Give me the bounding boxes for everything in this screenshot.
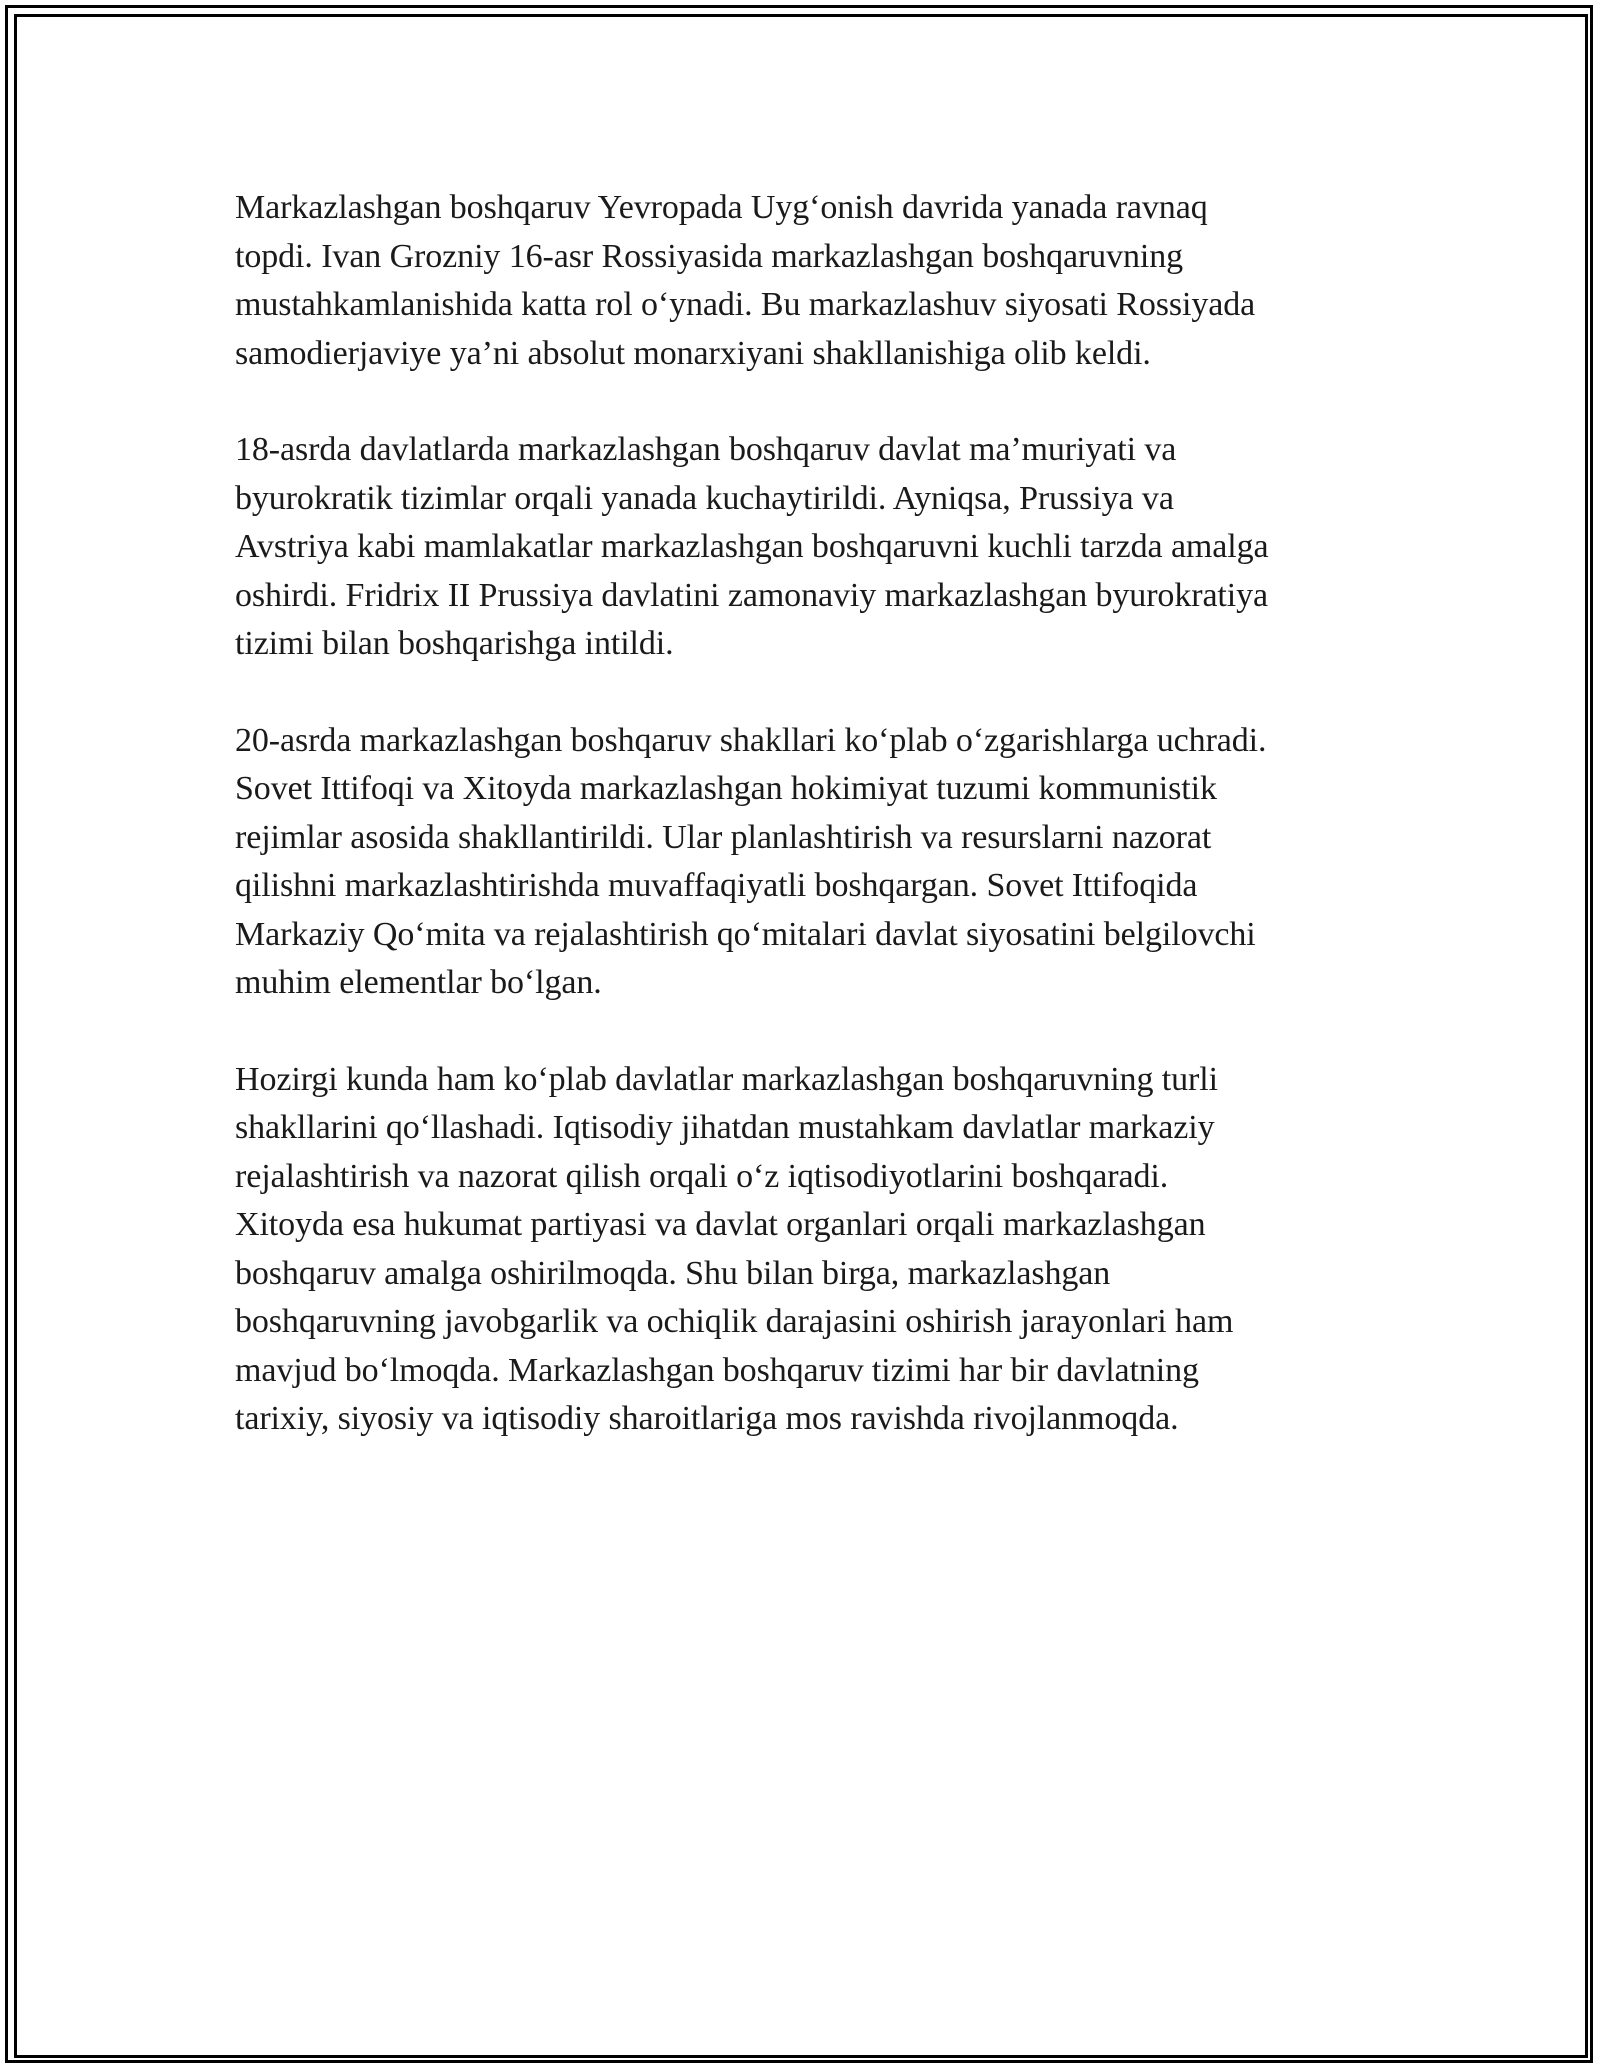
paragraph-2 xyxy=(235,426,1365,669)
paragraph-line: samodierjaviye ya’ni absolut monarxiyani shakllanishiga olib keldi. xyxy=(235,334,1151,372)
paragraph-line: boshqaruvning javobgarlik va ochiqlik darajasini oshirish jarayonlari ham xyxy=(235,1303,1234,1340)
paragraph-line: rejimlar asosida shakllantirildi. Ular planlashtirish va resurslarni nazorat xyxy=(235,818,1212,856)
paragraph-line: Markazlashgan boshqaruv Yevropada Uyg‘onish davrida yanada ravnaq xyxy=(235,189,1208,226)
paragraph-line: muhim elementlar bo‘lgan. xyxy=(235,964,602,1001)
paragraph-line: mavjud bo‘lmoqda. Markazlashgan boshqaruv tizimi har bir davlatning xyxy=(235,1351,1199,1389)
paragraph-line: Markaziy Qo‘mita va rejalashtirish qo‘mitalari davlat siyosatini belgilovchi xyxy=(235,915,1256,953)
paragraph-line: Avstriya kabi mamlakatlar markazlashgan boshqaruvni kuchli tarzda amalga xyxy=(235,528,1269,565)
paragraph-line: tarixiy, siyosiy va iqtisodiy sharoitlariga mos ravishda rivojlanmoqda. xyxy=(235,1400,1179,1437)
paragraph-line: byurokratik tizimlar orqali yanada kuchaytirildi. Ayniqsa, Prussiya va xyxy=(235,479,1174,517)
paragraph-line: 20-asrda markazlashgan boshqaruv shakllari ko‘plab o‘zgarishlarga uchradi. xyxy=(235,721,1267,759)
paragraph-line: tizimi bilan boshqarishga intildi. xyxy=(235,625,674,662)
paragraph-3 xyxy=(235,717,1365,1008)
paragraph-line: 18-asrda davlatlarda markazlashgan boshqaruv davlat ma’muriyati va xyxy=(235,431,1177,468)
paragraph-1 xyxy=(235,184,1365,378)
paragraph-4 xyxy=(235,1056,1365,1444)
paragraph-line: shakllarini qo‘llashadi. Iqtisodiy jihatdan mustahkam davlatlar markaziy xyxy=(235,1109,1215,1146)
paragraph-line: boshqaruv amalga oshirilmoqda. Shu bilan birga, markazlashgan xyxy=(235,1254,1111,1292)
paragraph-line: mustahkamlanishida katta rol o‘ynadi. Bu markazlashuv siyosati Rossiyada xyxy=(235,286,1256,323)
paragraph-line: rejalashtirish va nazorat qilish orqali o‘z iqtisodiyotlarini boshqaradi. xyxy=(235,1157,1169,1195)
paragraph-line: Hozirgi kunda ham ko‘plab davlatlar markazlashgan boshqaruvning turli xyxy=(235,1060,1218,1098)
document-body xyxy=(235,184,1365,1492)
paragraph-line: oshirdi. Fridrix II Prussiya davlatini zamonaviy markazlashgan byurokratiya xyxy=(235,576,1269,614)
paragraph-line: Sovet Ittifoqi va Xitoyda markazlashgan hokimiyat tuzumi kommunistik xyxy=(235,770,1217,807)
paragraph-line: topdi. Ivan Grozniy 16-asr Rossiyasida markazlashgan boshqaruvning xyxy=(235,237,1184,275)
paragraph-line: Xitoyda esa hukumat partiyasi va davlat organlari orqali markazlashgan xyxy=(235,1206,1206,1243)
paragraph-line: qilishni markazlashtirishda muvaffaqiyatli boshqargan. Sovet Ittifoqida xyxy=(235,867,1198,904)
